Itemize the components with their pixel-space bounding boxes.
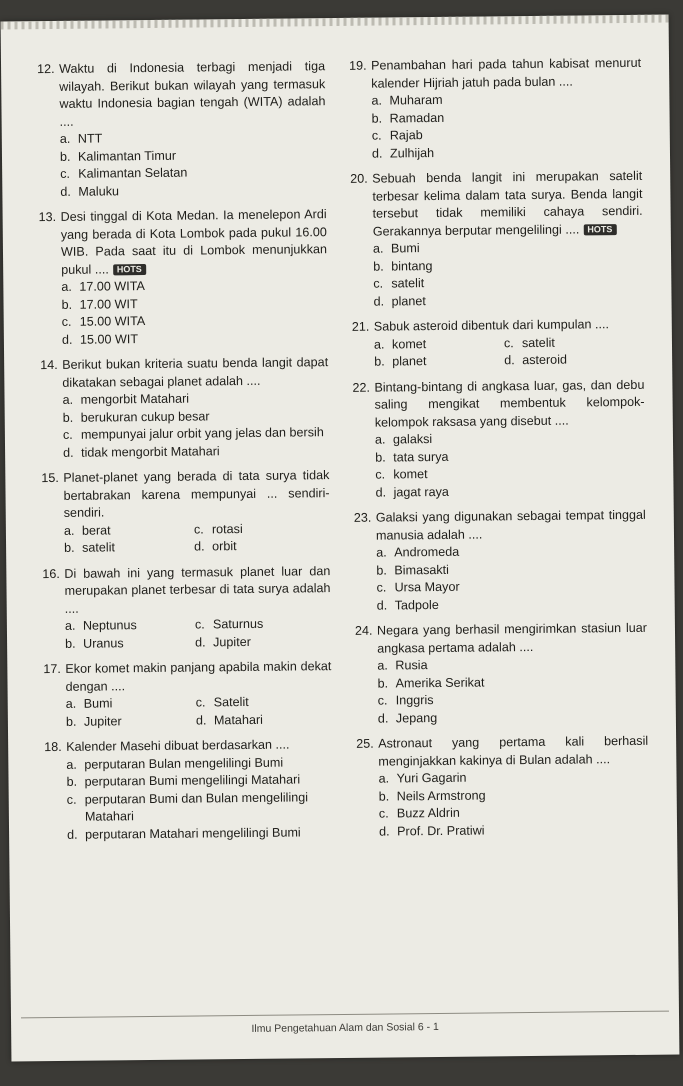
- option: c. mempunyai jalur orbit yang jelas dan bersih: [62, 425, 324, 442]
- question-number: 23.: [353, 510, 372, 525]
- textbook-page: [1, 15, 680, 1062]
- option: b. Amerika Serikat: [377, 674, 485, 691]
- question-12: [37, 58, 326, 201]
- question-number: 18.: [44, 739, 62, 755]
- question-number: 25.: [356, 736, 374, 751]
- question-21: [352, 316, 645, 372]
- question-19: [349, 55, 642, 163]
- question-13: [39, 206, 328, 349]
- option: b. Kalimantan Timur: [59, 148, 177, 164]
- option: b. berukuran cukup besar: [62, 408, 210, 425]
- option: c. Buzz Aldrin: [378, 805, 460, 821]
- question-text: Bintang-bintang di angkasa luar, gas, dan debu saling mengikat membentuk kelompok-kelompok raksasa yang disebut ....: [374, 377, 645, 430]
- question-text: Negara yang berhasil mengirimkan stasiun luar angkasa pertama adalah ....: [376, 620, 648, 656]
- option: a. berat: [63, 522, 111, 538]
- option: d. jagat raya: [375, 484, 449, 500]
- question-text: Sabuk asteroid dibentuk dari kumpulan ....: [373, 317, 610, 334]
- option: b. planet: [374, 354, 427, 369]
- hots-badge: HOTS: [113, 264, 146, 275]
- question-number: 21.: [351, 319, 370, 334]
- option: a. Yuri Gagarin: [378, 770, 467, 786]
- option: b. satelit: [64, 540, 116, 555]
- option: b. Jupiter: [65, 713, 122, 729]
- option: a. komet: [373, 336, 427, 352]
- option: b. 17.00 WIT: [61, 296, 138, 312]
- option: a. Rusia: [377, 658, 428, 673]
- question-text: Astronaut yang pertama kali berhasil menginjakkan kakinya di Bulan adalah ....: [378, 733, 649, 769]
- option: b. tata surya: [375, 449, 449, 465]
- option: a. Bumi: [65, 696, 113, 711]
- question-17: [43, 658, 332, 731]
- option: a. 17.00 WITA: [61, 279, 145, 294]
- option: c. satelit: [503, 335, 555, 350]
- option: c. 15.00 WITA: [61, 314, 146, 329]
- option: c. Ursa Mayor: [376, 579, 460, 595]
- option: c. Rajab: [371, 128, 423, 143]
- option: a. mengorbit Matahari: [62, 391, 190, 407]
- option: a. NTT: [59, 131, 103, 146]
- question-25: [356, 733, 649, 841]
- option: c. komet: [375, 467, 428, 482]
- option: d. Matahari: [195, 712, 263, 728]
- question-text: Planet-planet yang berada di tata surya tidak bertabrakan karena mempunyai ... sendiri-sendiri.: [63, 468, 330, 520]
- option: d. Zulhijah: [371, 145, 435, 161]
- question-16: [42, 563, 331, 654]
- option: d. asteroid: [504, 352, 568, 368]
- question-number: 12.: [37, 61, 55, 77]
- question-text: Waktu di Indonesia terbagi menjadi tiga wilayah. Berikut bukan wilayah yang termasuk waktu Indonesia bagian tengah (WITA) adalah ....: [58, 59, 326, 129]
- hots-badge: HOTS: [583, 224, 616, 235]
- right-column: [349, 55, 649, 849]
- question-number: 24.: [354, 623, 373, 638]
- question-text: Desi tinggal di Kota Medan. Ia menelepon Ardi yang berada di Kota Lombok pada pukul 16.00 WIB. Pada saat itu di Lombok menunjukkan pukul ....: [60, 207, 328, 277]
- question-number: 19.: [348, 58, 367, 73]
- option: c. Saturnus: [194, 616, 264, 632]
- question-number: 15.: [41, 470, 59, 486]
- option: b. perputaran Bumi mengelilingi Matahari: [66, 772, 301, 789]
- question-22: [352, 376, 645, 502]
- question-number: 16.: [42, 566, 60, 581]
- question-number: 14.: [40, 357, 58, 373]
- option: a. galaksi: [374, 432, 433, 447]
- question-text: Ekor komet makin panjang apabila makin dekat dengan ....: [65, 659, 332, 694]
- option: b. Neils Armstrong: [378, 787, 486, 804]
- question-18: [44, 736, 333, 844]
- question-number: 17.: [43, 661, 61, 677]
- option: b. Ramadan: [371, 110, 445, 126]
- option: c. Inggris: [377, 693, 434, 708]
- option: c. satelit: [373, 276, 425, 291]
- option: a. Bumi: [372, 241, 420, 256]
- option: d. orbit: [194, 539, 237, 554]
- question-15: [41, 467, 330, 558]
- question-text: Berikut bukan kriteria suatu benda langit dapat dikatakan sebagai planet adalah ....: [62, 355, 329, 390]
- option: d. Jepang: [377, 710, 438, 726]
- option: c. perputaran Bumi dan Bulan mengelilingi Matahari: [66, 789, 309, 824]
- left-column: [37, 58, 333, 852]
- option: d. Prof. Dr. Pratiwi: [378, 823, 485, 839]
- option: d. tidak mengorbit Matahari: [63, 443, 220, 460]
- question-number: 20.: [350, 171, 368, 186]
- question-23: [354, 507, 647, 615]
- option: b. Uranus: [65, 635, 124, 651]
- option: d. Jupiter: [195, 634, 251, 650]
- question-text: Penambahan hari pada tahun kabisat menurut kalender Hijriah jatuh pada bulan ....: [370, 55, 642, 91]
- question-20: [350, 168, 643, 311]
- question-24: [355, 620, 648, 728]
- option: c. Kalimantan Selatan: [60, 165, 188, 181]
- page-footer: Ilmu Pengetahuan Alam dan Sosial 6 - 1: [11, 1018, 679, 1037]
- option: a. Andromeda: [376, 544, 460, 560]
- option: a. Muharam: [371, 92, 443, 108]
- option: d. planet: [373, 293, 426, 309]
- option: c. rotasi: [193, 521, 243, 537]
- option: d. Maluku: [60, 183, 120, 199]
- question-14: [40, 354, 329, 462]
- option: c. Satelit: [195, 694, 249, 710]
- question-text: Di bawah ini yang termasuk planet luar dan merupakan planet terbesar di tata surya adalah ....: [64, 563, 331, 616]
- question-text: Kalender Masehi dibuat berdasarkan ....: [66, 737, 290, 754]
- question-text: Galaksi yang digunakan sebagai tempat tinggal manusia adalah ....: [375, 507, 646, 543]
- option: b. bintang: [373, 258, 433, 274]
- option: d. perputaran Matahari mengelilingi Bumi: [67, 824, 301, 842]
- question-number: 13.: [38, 209, 57, 225]
- option: b. Bimasakti: [376, 562, 450, 578]
- option: d. 15.00 WIT: [61, 331, 139, 347]
- option: a. Neptunus: [64, 618, 137, 633]
- question-text: Sebuah benda langit ini merupakan satelit terbesar kelima dalam tata surya. Benda langit tersebut tidak memiliki cahaya sendiri. Gerakannya berputar mengelilingi ....: [372, 168, 643, 239]
- question-number: 22.: [352, 380, 371, 395]
- option: d. Tadpole: [376, 597, 439, 613]
- option: a. perputaran Bulan mengelilingi Bumi: [66, 755, 284, 772]
